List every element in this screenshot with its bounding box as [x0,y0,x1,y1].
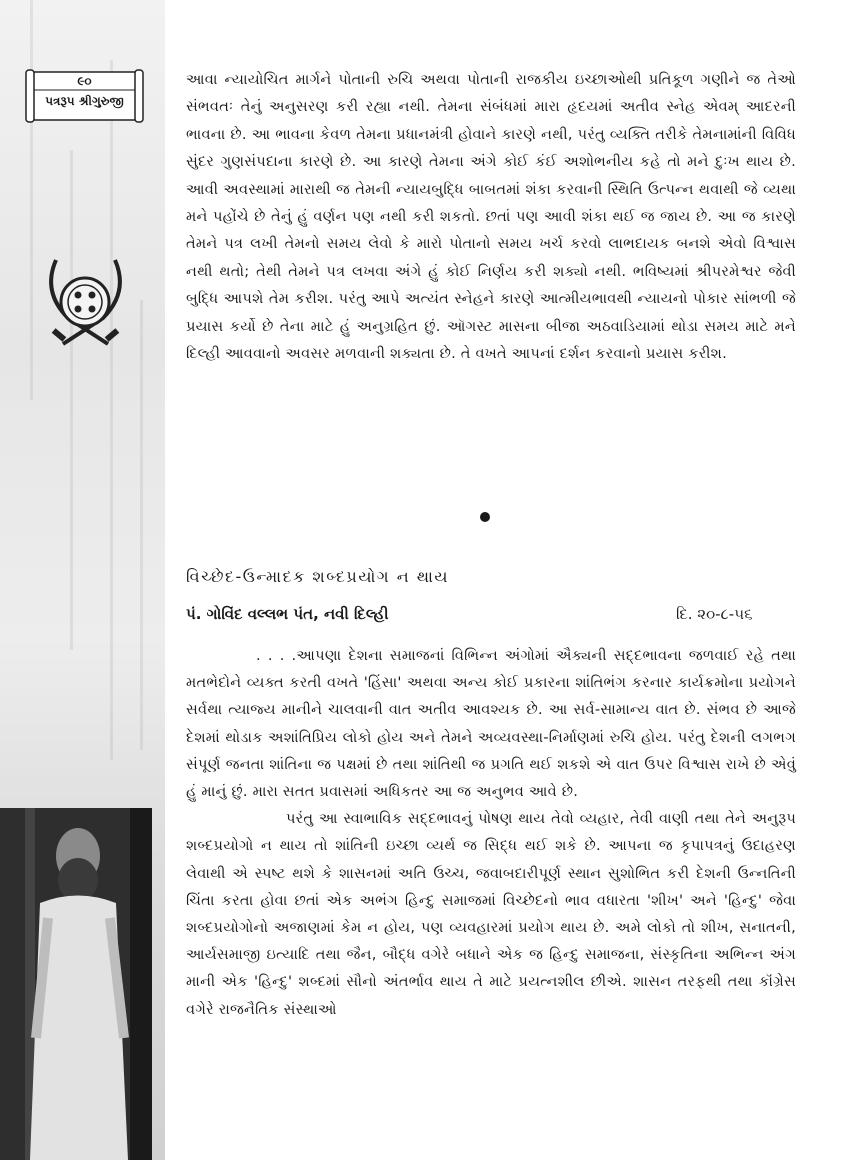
letter-continuation-text [186,66,796,367]
letter-heading: વિચ્છેદ-ઉન્માદક શબ્દપ્રયોગ ન થાય [186,567,449,586]
page-header-scroll [22,68,147,126]
book-title: પત્રરૂપ શ્રીગુરુજી [45,94,124,108]
paragraph: પરંતુ આ સ્વાભાવિક સદ્દભાવનું પોષણ થાય તેવો વ્યહાર, તેવી વાણી તથા તેને અનુરૂપ શબ્દપ્રયોગો ન થાય તો શાંતિની ઇચ્છા વ્યર્થ જ સિદ્ધ થઈ શકે છે. આપના જ કૃપાપત્રનું ઉદાહરણ લેવાથી એ સ્પષ્ટ થશે કે શાસનમાં અતિ ઉચ્ચ, જવાબદારીપૂર્ણ સ્થાન સુશોભિત કરી દેશની ઉન્નતિની ચિંતા કરતા હોવા છતાં એક અભંગ હિન્દુ સમાજમાં વિચ્છેદનો ભાવ વધારતા 'શીખ' અને 'હિન્દુ' જેવા શબ્દપ્રયોગોનો અજાણમાં કેમ ન હોય, પણ વ્યવહારમાં પ્રયોગ થાય છે. અમે લોકો તો શીખ, સનાતની, આર્યસમાજી ઇત્યાદિ તથા જૈન, બૌદ્ધ વગેરે બધાને એક જ હિન્દુ સમાજના, સંસ્કૃતિના અભિન્ન અંગ માની એક 'હિન્દુ' શબ્દમાં સૌનો અંતર્ભાવ થાય તે માટે પ્રયત્નશીલ છીએ. શાસન તરફથી તથા કૉંગ્રેસ વગેરે રાજનૈતિક સંસ્થાઓ [186,810,796,1018]
letter-date: દિ. ૨૦-૮-૫૬ [676,605,753,623]
portrait-photo [0,808,152,1160]
paragraph: આવા ન્યાયોચિત માર્ગને પોતાની રુચિ અથવા પોતાની રાજકીય ઇચ્છાઓથી પ્રતિકૂળ ગણીને જ તેઓ સંભવતઃ તેનું અનુસરણ કરી રહ્યા નથી. તેમના સંબંધમાં મારા હૃદયમાં અતીવ સ્નેહ એવમ્ આદરની ભાવના છે. આ ભાવના કેવળ તેમના પ્રધાનમંત્રી હોવાને કારણે નથી, પરંતુ વ્યક્તિ તરીકે તેમનામાંની વિવિધ સુંદર ગુણસંપદાના કારણે છે. આ કારણે તેમના અંગે કોઈ કંઈ અશોભનીય કહે તો મને દુઃખ થાય છે. આવી અવસ્થામાં મારાથી જ તેમની ન્યાયબુદ્ધિ બાબતમાં શંકા કરવાની સ્થિતિ ઉત્પન્ન થવાથી જે વ્યથા મને પહોંચે છે તેનું હું વર્ણન પણ નથી કરી શકતો. છતાં પણ આવી શંકા થઈ જ જાય છે. આ જ કારણે તેમને પત્ર લખી તેમનો સમય લેવો કે મારો પોતાનો સમય ખર્ચ કરવો લાભદાયક બનશે એવો વિશ્વાસ નથી થતો; તેથી તેમને પત્ર લખવા અંગે હું કોઈ નિર્ણય કરી શક્યો નથી. ભવિષ્યમાં શ્રીપરમેશ્વર જેવી બુદ્ધિ આપશે તેમ કરીશ. પરંતુ આપે અત્યંત સ્નેહને કારણે આત્મીયભાવથી ન્યાયનો પોકાર સાંભળી જે પ્રયાસ કર્યો છે તેના માટે હું અનુગ્રહિત છું. ઑગસ્ટ માસના બીજા અઠવાડિયામાં થોડા સમય માટે મને દિલ્હી આવવાનો અવસર મળવાની શક્યતા છે. તે વખતે આપનાં દર્શન કરવાનો પ્રયાસ કરીશ. [186,71,796,363]
section-separator-dot [480,512,490,522]
shield-swords-icon [38,252,133,352]
letter-body [186,642,796,1023]
letter-recipient: પં. ગોવિંદ વલ્લભ પંત, નવી દિલ્હી [186,605,389,623]
page-number: ૯૦ [77,74,92,88]
paragraph: . . . .આપણા દેશના સમાજનાં વિભિન્ન અંગોમાં ઐક્યની સદ્દભાવના જળવાઈ રહે તથા મતભેદોને વ્યક્ત કરતી વખતે 'હિંસા' અથવા અન્ય કોઈ પ્રકારના શાંતિભંગ કરનાર કાર્યક્રમોના પ્રયોગને સર્વથા ત્યાજ્ય માનીને ચાલવાની વાત અતીવ આવશ્યક છે. આ સર્વ-સામાન્ય વાત છે. સંભવ છે આજે દેશમાં થોડાક અશાંતિપ્રિય લોકો હોય અને તેમને અવ્યવસ્થા-નિર્માણમાં રુચિ હોય. પરંતુ દેશની લગભગ સંપૂર્ણ જનતા શાંતિના જ પક્ષમાં છે તથા શાંતિથી જ પ્રગતિ થઈ શકશે એ વાત ઉપર વિશ્વાસ રાખે છે એવું હું માનું છું. મારા સતત પ્રવાસમાં અધિકતર આ જ અનુભવ આવે છે. [186,647,796,801]
